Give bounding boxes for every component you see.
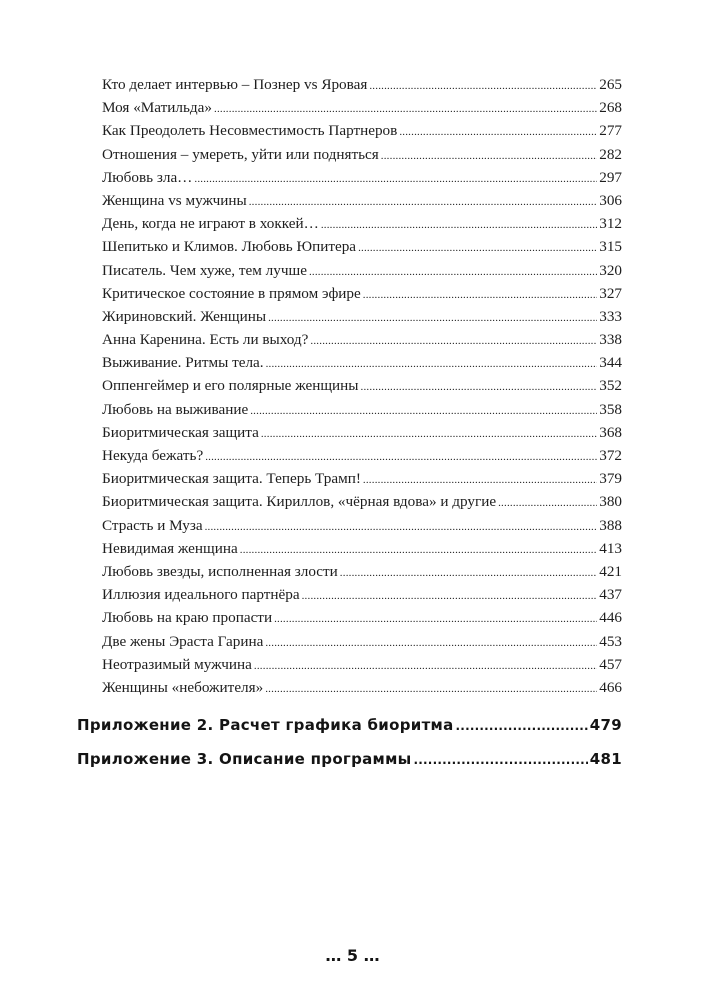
toc-entry-title: Отношения – умереть, уйти или подняться: [102, 145, 379, 163]
toc-entry-title: Оппенгеймер и его полярные женщины: [102, 377, 359, 395]
page-number: … 5 …: [325, 946, 380, 965]
toc-entry-title: Шепитько и Климов. Любовь Юпитера: [102, 238, 357, 256]
toc-entry[interactable]: [102, 537, 622, 560]
toc-entry-title: Биоритмическая защита. Кириллов, «чёрная вдова» и другие: [102, 493, 497, 511]
toc-entry-title: Биоритмическая защита: [102, 423, 259, 441]
toc-entry-page: 368: [599, 423, 622, 441]
toc-entry-title: Женщины «небожителя»: [102, 678, 264, 696]
toc-entry-page: 306: [599, 191, 622, 209]
toc-entry-page: 344: [599, 354, 622, 372]
dot-leader: [205, 516, 598, 539]
toc-entry-page: 466: [599, 678, 622, 696]
toc-entry[interactable]: [102, 653, 622, 676]
toc-entry-title: Любовь зла…: [102, 168, 193, 186]
dot-leader: [498, 492, 597, 515]
toc-entry[interactable]: [102, 282, 622, 305]
toc-entry-page: 338: [599, 331, 622, 349]
toc-entry[interactable]: [102, 305, 622, 328]
dot-leader: [340, 562, 597, 585]
toc-entry-title: Некуда бежать?: [102, 447, 204, 464]
toc-entry[interactable]: [102, 212, 622, 235]
toc-entry-title: Писатель. Чем хуже, тем лучше: [102, 261, 307, 279]
dot-leader: [266, 353, 598, 376]
toc-entry-page: 453: [599, 632, 622, 650]
dot-leader: [309, 261, 597, 284]
toc-entry[interactable]: [102, 676, 622, 699]
toc-entry-page: 421: [599, 562, 622, 580]
toc-entry-page: 413: [599, 539, 622, 557]
toc-entry-page: 297: [599, 168, 622, 186]
dot-leader: [249, 191, 598, 214]
dot-leader: [363, 469, 597, 492]
toc-entry-title: Невидимая женщина: [102, 539, 238, 557]
toc-entry-page: 282: [599, 145, 622, 163]
toc-entry[interactable]: [102, 166, 622, 189]
toc-entry-page: 268: [599, 99, 622, 117]
toc-entry-page: 372: [599, 447, 622, 464]
toc-entry[interactable]: [102, 143, 622, 166]
toc-entry-title: Любовь на выживание: [102, 400, 249, 418]
toc-entry-page: 312: [599, 215, 622, 233]
dot-leader: [240, 539, 597, 562]
toc-entry-title: Кто делает интервью – Познер vs Яровая: [102, 76, 368, 93]
dot-leader: [214, 98, 597, 121]
dot-leader: [261, 423, 597, 446]
toc-entry-title: Критическое состояние в прямом эфире: [102, 284, 361, 302]
toc-entry[interactable]: [102, 421, 622, 444]
toc-entry-title: Биоритмическая защита. Теперь Трамп!: [102, 470, 361, 488]
toc-entry[interactable]: [102, 444, 622, 467]
toc-entry[interactable]: [102, 630, 622, 653]
toc-entry-title: Анна Каренина. Есть ли выход?: [102, 331, 309, 349]
toc-appendix-2[interactable]: [77, 716, 622, 734]
appendix-title: Приложение 2. Расчет графика биоритма: [77, 716, 454, 734]
toc-entry[interactable]: [102, 606, 622, 629]
toc-entry[interactable]: [102, 96, 622, 119]
toc-entry-page: 352: [599, 377, 622, 395]
toc-entry-title: Иллюзия идеального партнёра: [102, 586, 300, 604]
toc-entry-title: День, когда не играют в хоккей…: [102, 215, 319, 233]
toc-entry-title: Моя «Матильда»: [102, 99, 212, 117]
toc-appendix-3[interactable]: [77, 750, 622, 768]
toc-entry-page: 358: [599, 400, 622, 418]
toc-entry-title: Выживание. Ритмы тела.: [102, 354, 264, 372]
toc-entry-title: Любовь на краю пропасти: [102, 609, 273, 627]
toc-entry[interactable]: [102, 583, 622, 606]
toc-entry[interactable]: [102, 259, 622, 282]
dot-leader: [399, 121, 597, 144]
toc-entry[interactable]: [102, 189, 622, 212]
toc-entry[interactable]: [102, 560, 622, 583]
appendix-title: Приложение 3. Описание программы: [77, 750, 412, 768]
toc-entry-page: 315: [599, 238, 622, 256]
toc-entry-page: 379: [599, 470, 622, 488]
toc-entry[interactable]: [102, 490, 622, 513]
toc-entry-page: 327: [599, 284, 622, 302]
toc-entry-title: Женщина vs мужчины: [102, 191, 247, 209]
toc-entry[interactable]: [102, 398, 622, 421]
dot-leader: [358, 237, 597, 260]
dot-leader: [310, 330, 597, 353]
dot-leader: [268, 307, 597, 330]
toc-entry-page: 333: [599, 307, 622, 325]
toc-entry[interactable]: [102, 328, 622, 351]
dot-leader: [369, 75, 597, 98]
toc-entry-title: Жириновский. Женщины: [102, 307, 267, 325]
dot-leader: [205, 446, 597, 469]
dot-leader: [250, 400, 597, 423]
dot-leader: [274, 608, 597, 631]
toc-entry-title: Страсть и Муза: [102, 516, 203, 534]
toc-entry[interactable]: [102, 119, 622, 142]
toc-entry-title: Как Преодолеть Несовместимость Партнеров: [102, 122, 398, 140]
toc-entry[interactable]: [102, 235, 622, 258]
dot-leader: [414, 753, 588, 767]
toc-entry-page: 446: [599, 609, 622, 627]
dot-leader: [302, 585, 598, 608]
toc-entry-title: Две жены Эраста Гарина: [102, 632, 264, 650]
dot-leader: [194, 168, 597, 191]
toc-entry[interactable]: [102, 351, 622, 374]
toc-entry-title: Неотразимый мужчина: [102, 655, 252, 673]
toc-list: [102, 73, 622, 699]
toc-entry-page: 457: [599, 655, 622, 673]
dot-leader: [363, 284, 597, 307]
toc-entry-page: 437: [599, 586, 622, 604]
toc-entry-page: 320: [599, 261, 622, 279]
dot-leader: [321, 214, 597, 237]
dot-leader: [456, 719, 588, 733]
appendix-page: 481: [589, 750, 622, 768]
toc-entry-page: 277: [599, 122, 622, 140]
appendix-page: 479: [589, 716, 622, 734]
toc-entry-title: Любовь звезды, исполненная злости: [102, 562, 338, 580]
dot-leader: [254, 655, 597, 678]
dot-leader: [265, 678, 597, 701]
toc-entry[interactable]: [102, 374, 622, 397]
toc-entry-page: 265: [599, 76, 622, 93]
toc-entry[interactable]: [102, 467, 622, 490]
dot-leader: [381, 145, 597, 168]
toc-entry[interactable]: [102, 73, 622, 96]
dot-leader: [265, 632, 597, 655]
toc-entry-page: 380: [599, 493, 622, 511]
toc-entry-page: 388: [599, 516, 622, 534]
dot-leader: [361, 376, 598, 399]
toc-entry[interactable]: [102, 514, 622, 537]
